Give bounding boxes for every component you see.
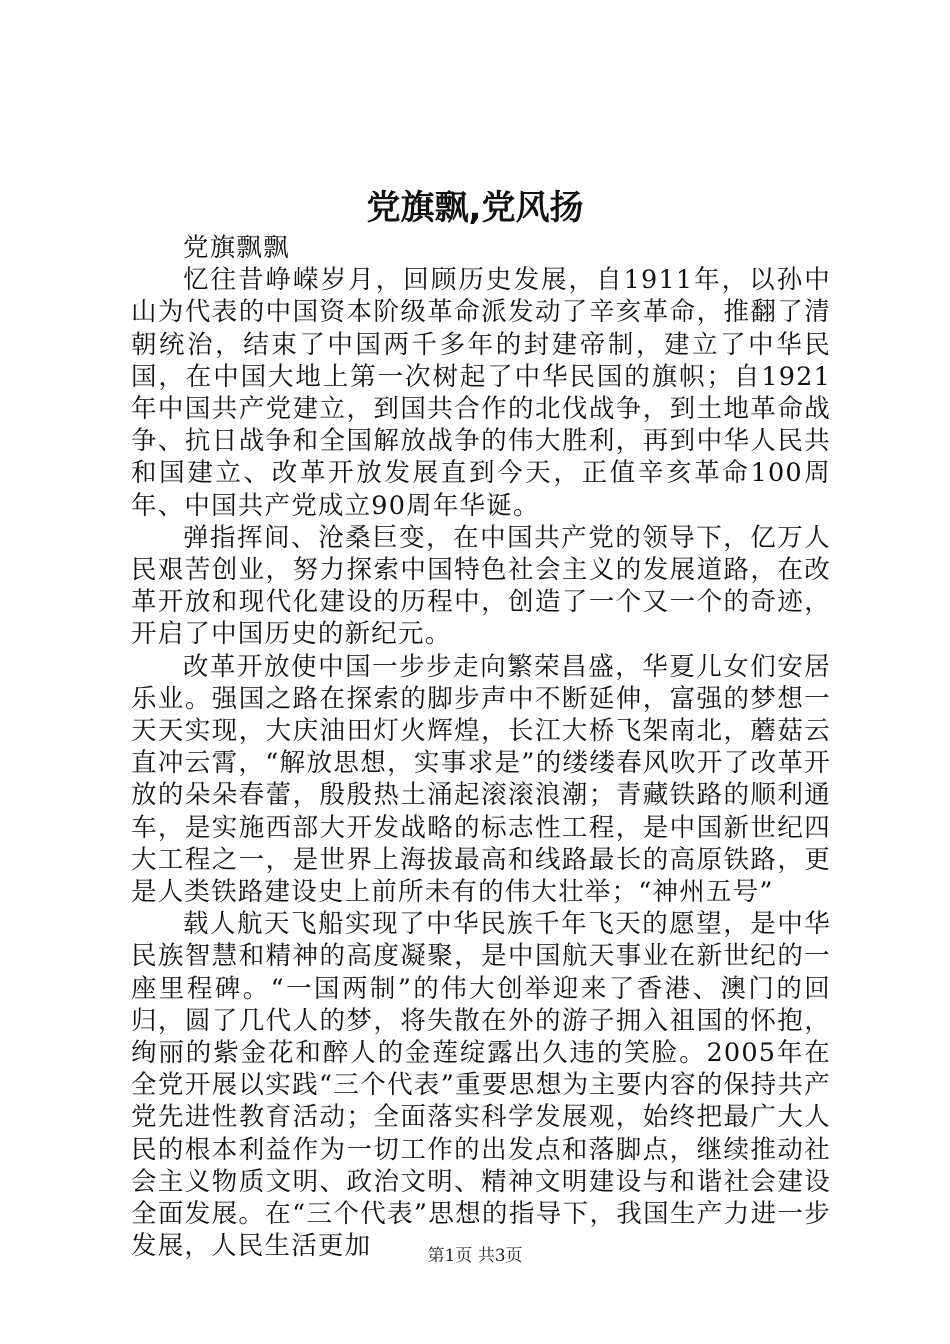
document-title: 党旗飘,党风扬 bbox=[366, 188, 584, 228]
paragraph: 改革开放使中国一步步走向繁荣昌盛，华夏儿女们安居乐业。强国之路在探索的脚步声中不断延伸，富强的梦想一天天实现，大庆油田灯火辉煌，长江大桥飞架南北，蘑菇云直冲云霄，“解放思想，实事求是”的缕缕春风吹开了改革开放的朵朵春蕾，殷殷热土涌起滚滚浪潮；青藏铁路的顺利通车，是实施西部大开发战略的标志性工程，是中国新世纪四大工程之一，是世界上海拔最高和线路最长的高原铁路，更是人类铁路建设史上前所未有的伟大壮举；“神州五号” bbox=[131, 651, 831, 908]
page-number-footer: 第1页 共3页 bbox=[427, 1246, 523, 1266]
paragraph-heading: 党旗飘飘 bbox=[183, 233, 290, 263]
paragraph: 载人航天飞船实现了中华民族千年飞天的愿望，是中华民族智慧和精神的高度凝聚，是中国航天事业在新世纪的一座里程碑。“一国两制”的伟大创举迎来了香港、澳门的回归，圆了几代人的梦，将失散在外的游子拥入祖国的怀抱，绚丽的紫金花和醉人的金莲绽露出久违的笑脸。2005年在全党开展以实践“三个代表”重要思想为主要内容的保持共产党先进性教育活动；全面落实科学发展观，始终把最广大人民的根本利益作为一切工作的出发点和落脚点，继续推动社会主义物质文明、政治文明、精神文明建设与和谐社会建设全面发展。在“三个代表”思想的指导下，我国生产力进一步发展，人民生活更加 bbox=[131, 909, 831, 1262]
paragraph: 忆往昔峥嵘岁月，回顾历史发展，自1911年，以孙中山为代表的中国资本阶级革命派发动了辛亥革命，推翻了清朝统治，结束了中国两千多年的封建帝制，建立了中华民国，在中国大地上第一次树起了中华民国的旗帜；自1921年中国共产党建立，到国共合作的北伐战争，到土地革命战争、抗日战争和全国解放战争的伟大胜利，再到中华人民共和国建立、改革开放发展直到今天，正值辛亥革命100周年、中国共产党成立90周年华诞。 bbox=[131, 265, 831, 521]
document-body bbox=[131, 232, 831, 1263]
paragraph: 弹指挥间、沧桑巨变，在中国共产党的领导下，亿万人民艰苦创业，努力探索中国特色社会主义的发展道路，在改革开放和现代化建设的历程中，创造了一个又一个的奇迹，开启了中国历史的新纪元。 bbox=[131, 522, 831, 650]
